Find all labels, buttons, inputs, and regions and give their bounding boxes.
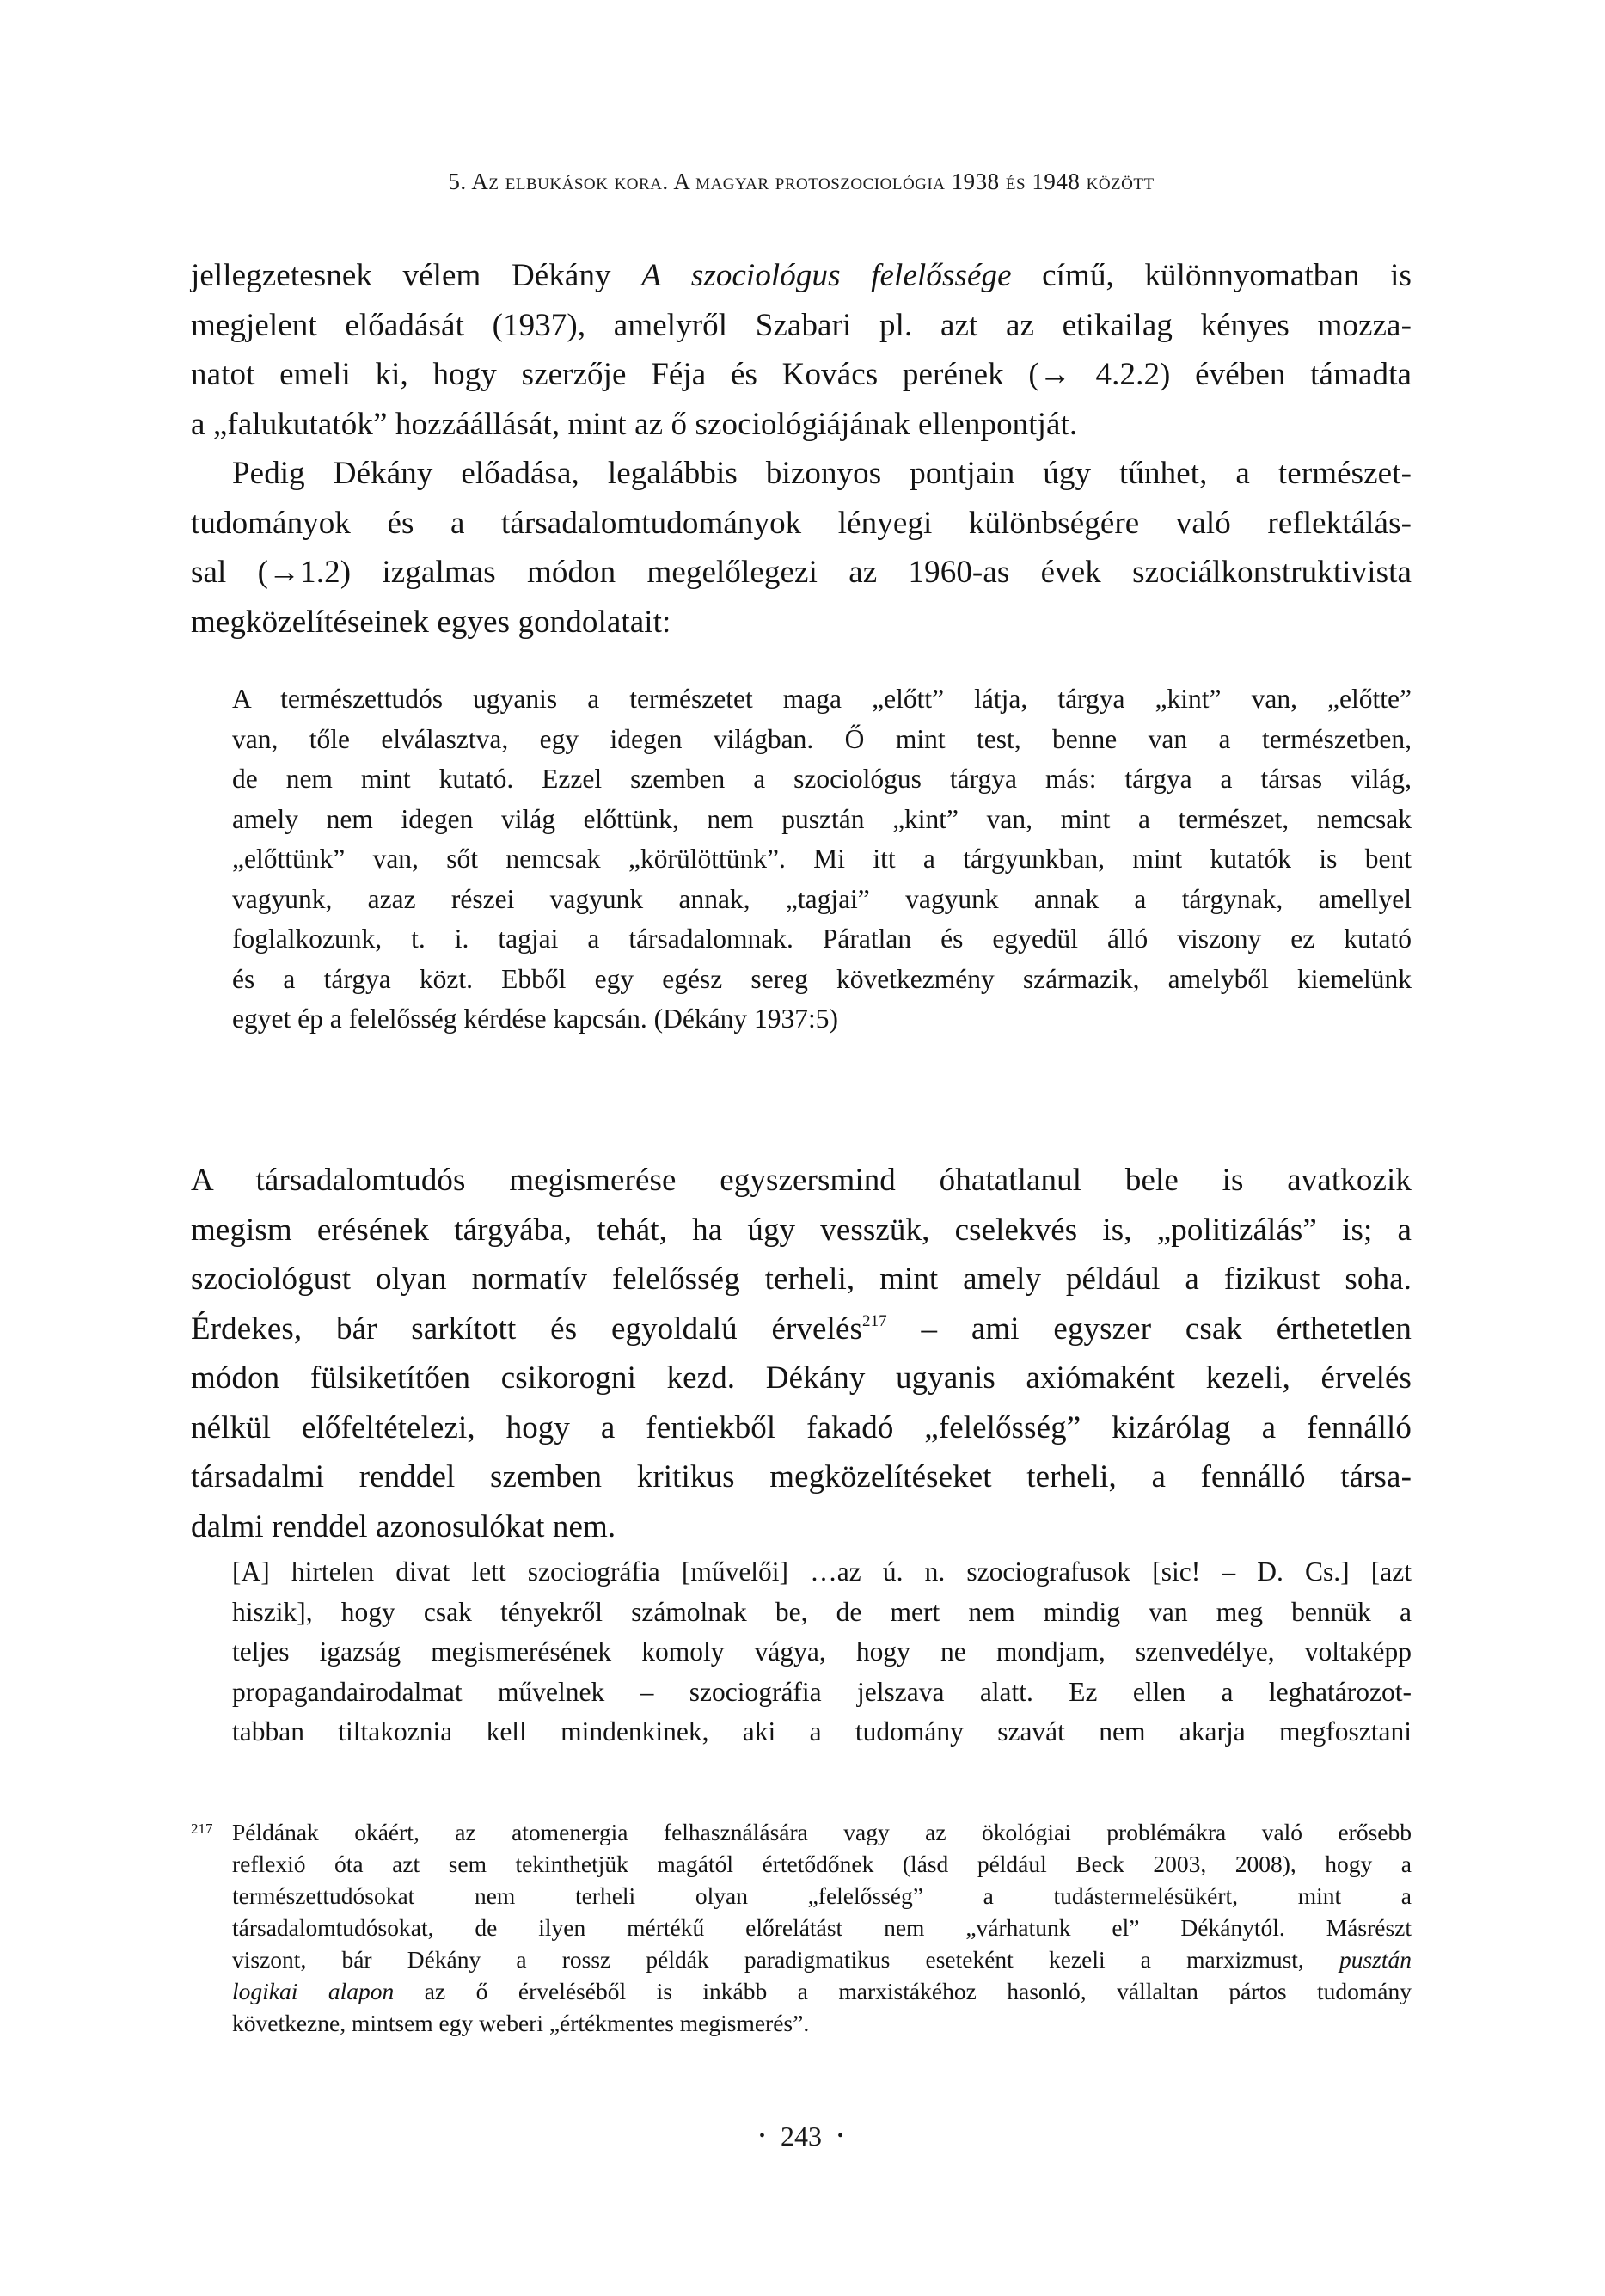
text-line: megközelítéseinek egyes gondolatait:: [191, 604, 671, 640]
paragraph-3: [191, 1156, 1412, 1551]
block-quote-1: [232, 679, 1412, 1040]
text-line: natot emeli ki, hogy szerzője Féja és Kovács perének (→ 4.2.2) évében támadta: [191, 357, 1412, 392]
text-line: megjelent előadását (1937), amelyről Szabari pl. azt az etikailag kényes mozza-: [191, 307, 1412, 343]
quote-line: van, tőle elválasztva, egy idegen világban. Ő mint test, benne van a természetben,: [232, 723, 1412, 754]
paragraph-1: [191, 251, 1412, 449]
text-line: dalmi renddel azonosulókat nem.: [191, 1508, 616, 1544]
ornament-dot-icon: •: [758, 2127, 765, 2146]
text-line: szociológust olyan normatív felelősség terheli, mint amely például a fizikust soha.: [191, 1262, 1412, 1297]
emphasis: pusztán: [1339, 1946, 1412, 1973]
text-line: sal (→1.2) izgalmas módon megelőlegezi az 1960-as évek szociálkonstruktivista: [191, 555, 1412, 590]
footnote-line: természettudósokat nem terheli olyan „felelősség” a tudástermelésükért, mint a: [232, 1882, 1412, 1909]
text-line: Pedig Dékány előadása, legalábbis bizonyos pontjain úgy tűnhet, a természet-: [232, 456, 1412, 491]
quote-line: tabban tiltakoznia kell mindenkinek, aki a tudomány szavát nem akarja megfosztani: [232, 1716, 1412, 1747]
quote-line: hiszik], hogy csak tényekről számolnak be, de mert nem mindig van meg bennük a: [232, 1596, 1412, 1627]
quote-line: vagyunk, azaz részei vagyunk annak, „tagjai” vagyunk annak a tárgynak, amellyel: [232, 883, 1412, 914]
text-line: a „falukutatók” hozzáállását, mint az ő szociológiájának ellenpontját.: [191, 406, 1078, 442]
text-line: nélkül előfeltételezi, hogy a fentiekből fakadó „felelősség” kizárólag a fennálló: [191, 1409, 1412, 1446]
quote-line: de nem mint kutató. Ezzel szemben a szociológus tárgya más: tárgya a társas világ,: [232, 764, 1412, 794]
footnote-number: 217: [191, 1820, 213, 1837]
quote-line: teljes igazság megismerésének komoly vágya, hogy ne mondjam, szenvedélye, voltaképp: [232, 1636, 1412, 1667]
block-quote-2: [232, 1552, 1412, 1753]
text-line: megism erésének tárgyába, tehát, ha úgy vesszük, cselekvés is, „politizálás” is; a: [191, 1212, 1412, 1248]
text-line: módon fülsiketítően csikorogni kezd. Dékány ugyanis axiómaként kezeli, érvelés: [191, 1360, 1412, 1396]
ornament-dot-icon: •: [837, 2127, 844, 2146]
footnote-line: viszont, bár Dékány a rossz példák paradigmatikus eseteként kezeli a marxizmust, pusztán: [232, 1946, 1412, 1973]
quote-line: propagandairodalmat művelnek – szociográfia jelszava alatt. Ez ellen a leghatározot-: [232, 1676, 1412, 1707]
emphasis: logikai alapon: [232, 1978, 395, 2004]
quote-line: „előttünk” van, sőt nemcsak „körülöttünk”. Mi itt a tárgyunkban, mint kutatók is bent: [232, 844, 1412, 874]
quote-line: foglalkozunk, t. i. tagjai a társadalomnak. Páratlan és egyedül álló viszony ez kutató: [232, 924, 1412, 954]
text-line: jellegzetesnek vélem Dékány A szociológus felelőssége című, különnyomatban is: [191, 258, 1412, 293]
quote-citation-line: egyet ép a felelősség kérdése kapcsán. (Dékány 1937:5): [232, 1004, 838, 1034]
page-number: 243: [781, 2121, 822, 2152]
text-line: tudományok és a társadalomtudományok lényegi különbségére való reflektálás-: [191, 505, 1412, 541]
footnote-line: Példának okáért, az atomenergia felhasználására vagy az ökológiai problémákra való erősebb: [232, 1819, 1412, 1845]
footnote-line: társadalomtudósokat, de ilyen mértékű előrelátást nem „várhatunk el” Dékánytól. Másrészt: [232, 1914, 1412, 1941]
footnote-reference[interactable]: 217: [861, 1311, 887, 1330]
quote-line: és a tárgya közt. Ebből egy egész sereg következmény származik, amelyből kiemelünk: [232, 963, 1412, 994]
running-head: 5. Az elbukások kora. A magyar protoszociológia 1938 és 1948 között: [448, 169, 1155, 194]
text-line: Érdekes, bár sarkított és egyoldalú érvelés$^{217}$ – ami egyszer csak érthetetlen: [191, 1311, 1412, 1347]
footnote-line: logikai alapon az ő érveléséből is inkább a marxistákéhoz hasonló, vállaltan pártos tudomány: [232, 1978, 1412, 2004]
footnote-line: reflexió óta azt sem tekinthetjük magától értetődőnek (lásd például Beck 2003, 2008), hogy a: [232, 1851, 1412, 1877]
text-line: A társadalomtudós megismerése egyszersmind óhatatlanul bele is avatkozik: [191, 1163, 1412, 1198]
book-title: A szociológus felelőssége: [641, 258, 1012, 293]
text-line: társadalmi renddel szemben kritikus megközelítéseket terheli, a fennálló társa-: [191, 1459, 1412, 1495]
footnote-body: [232, 1816, 1412, 2039]
quote-line: [A] hirtelen divat lett szociográfia [művelői] …az ú. n. szociografusok [sic! – D. Cs.] [azt: [232, 1556, 1412, 1587]
quote-line: A természettudós ugyanis a természetet maga „előtt” látja, tárgya „kint” van, „előtte”: [232, 684, 1412, 714]
page-folio: [191, 2121, 1412, 2152]
footnote-line: következne, mintsem egy weberi „értékmentes megismerés”.: [232, 2010, 810, 2036]
quote-line: amely nem idegen világ előttünk, nem pusztán „kint” van, mint a természet, nemcsak: [232, 803, 1412, 834]
paragraph-2: [191, 449, 1412, 647]
